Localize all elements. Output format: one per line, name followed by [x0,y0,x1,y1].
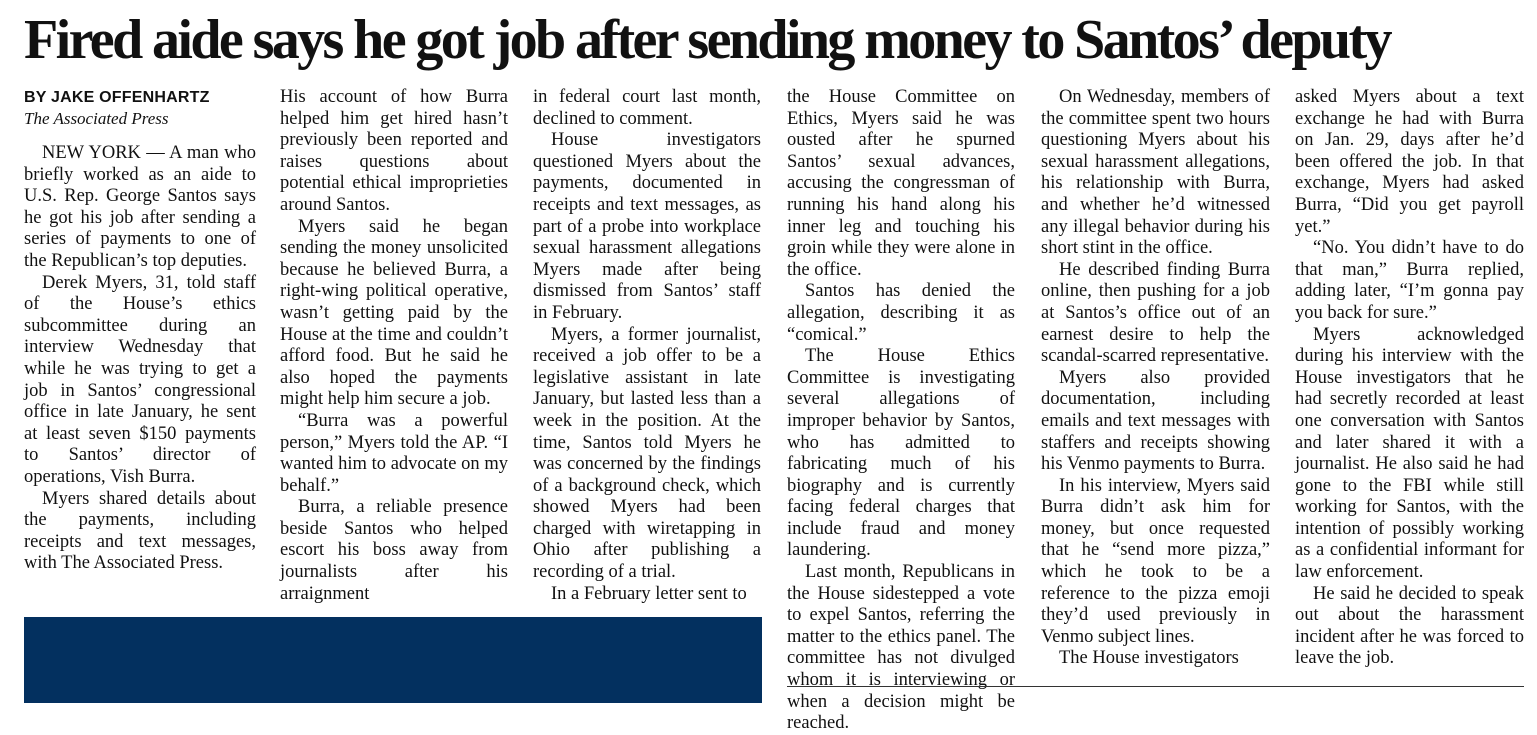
article-paragraph: Myers, a former journalist, received a job offer to be a legislative assistant in late January, but lasted less than a week in the position. At the time, Santos told Myers he was concerned by the findings of a background check, which showed Myers had been charged with wiretapping in Ohio after publishing a recording of a trial. [533,324,761,583]
byline: BY JAKE OFFENHARTZ [24,89,210,106]
article-column-4 [787,87,1015,734]
article-paragraph: NEW YORK — A man who briefly worked as an aide to U.S. Rep. George Santos says he got his job after sending a series of payments to one of the Republican’s top deputies. [24,143,256,271]
article-column-2 [280,87,508,607]
article-paragraph: Myers said he began sending the money unsolicited because he believed Burra, a right-wing political operative, wasn’t getting paid by the House at the time and couldn’t afford food. But he said he also hoped the payments might help him secure a job. [280,216,508,410]
article-paragraph: In his interview, Myers said Burra didn’t ask him for money, but once requested that he “send more pizza,” which he took to be a reference to the pizza emoji they’d used previously in Venmo subject lines. [1041,475,1270,647]
article-paragraph: Myers shared details about the payments, including receipts and text messages, with The Associated Press. [24,488,256,574]
article-column-1 [24,143,256,603]
article-paragraph: He said he decided to speak out about the harassment incident after he was forced to leave the job. [1295,583,1524,669]
article-paragraph: in federal court last month, declined to comment. [533,87,761,129]
article-paragraph: On Wednesday, members of the committee spent two hours questioning Myers about his sexual harassment allegations, his relationship with Burra, and whether he’d witnessed any illegal behavior during his short stint in the office. [1041,87,1270,259]
article-paragraph: “Burra was a powerful person,” Myers told the AP. “I wanted him to advocate on my behalf.” [280,410,508,496]
article-column-5 [1041,87,1270,672]
agency-credit: The Associated Press [24,109,169,128]
article-column-6 [1295,87,1524,672]
article-paragraph: Last month, Republicans in the House sidestepped a vote to expel Santos, referring the matter to the ethics panel. The committee has not divulged whom it is interviewing or when a decision might be reached. [787,562,1015,734]
article-paragraph: In a February letter sent to [551,583,747,604]
article-paragraph: “No. You didn’t have to do that man,” Burra replied, adding later, “I’m gonna pay you back for sure.” [1295,238,1524,323]
article-paragraph: The House Ethics Committee is investigating several allegations of improper behavior by Santos, who has admitted to fabricating much of his biography and is currently facing federal charges that include fraud and money laundering. [787,346,1015,561]
article-paragraph: Derek Myers, 31, told staff of the House’s ethics subcommittee during an interview Wednesday that while he was trying to get a job in Santos’ congressional office in late January, he sent at least seven $150 payments to Santos’ director of operations, Vish Burra. [24,272,256,487]
article-paragraph: He described finding Burra online, then pushing for a job at Santos’s office out of an earnest desire to help the scandal-scarred representative. [1041,259,1270,367]
article-paragraph: His account of how Burra helped him get hired hasn’t previously been reported and raises questions about potential ethical improprieties around Santos. [280,87,508,215]
article-paragraph: Santos has denied the allegation, describing it as “comical.” [787,281,1015,345]
article-paragraph: Myers also provided documentation, including emails and text messages with staffers and receipts showing his Venmo payments to Burra. [1041,367,1270,475]
article-paragraph: the House Committee on Ethics, Myers said he was ousted after he spurned Santos’ sexual advances, accusing the congressman of running his hand along his inner leg and touching his groin while they were alone in the office. [787,87,1015,280]
article-column-3 [533,87,761,607]
article-paragraph: asked Myers about a text exchange he had with Burra on Jan. 29, days after he’d been offered the job. In that exchange, Myers had asked Burra, “Did you get payroll yet.” [1295,87,1524,237]
article-paragraph: Myers acknowledged during his interview with the House investigators that he had secretly recorded at least one conversation with Santos and later shared it with a journalist. He also said he had gone to the FBI while still working for Santos, with the intention of possibly working as a confidential informant for law enforcement. [1295,324,1524,583]
column-rule [787,686,1524,687]
headline: Fired aide says he got job after sending money to Santos’ deputy [24,9,1390,71]
article-paragraph: Burra, a reliable presence beside Santos who helped escort his boss away from journalists after his arraignment [280,497,508,604]
article-paragraph: The House investigators [1059,648,1239,669]
advertisement-block [24,617,762,703]
article-paragraph: House investigators questioned Myers about the payments, documented in receipts and text messages, as part of a probe into workplace sexual harassment allegations Myers made after being dismissed from Santos’ staff in February. [533,130,761,323]
